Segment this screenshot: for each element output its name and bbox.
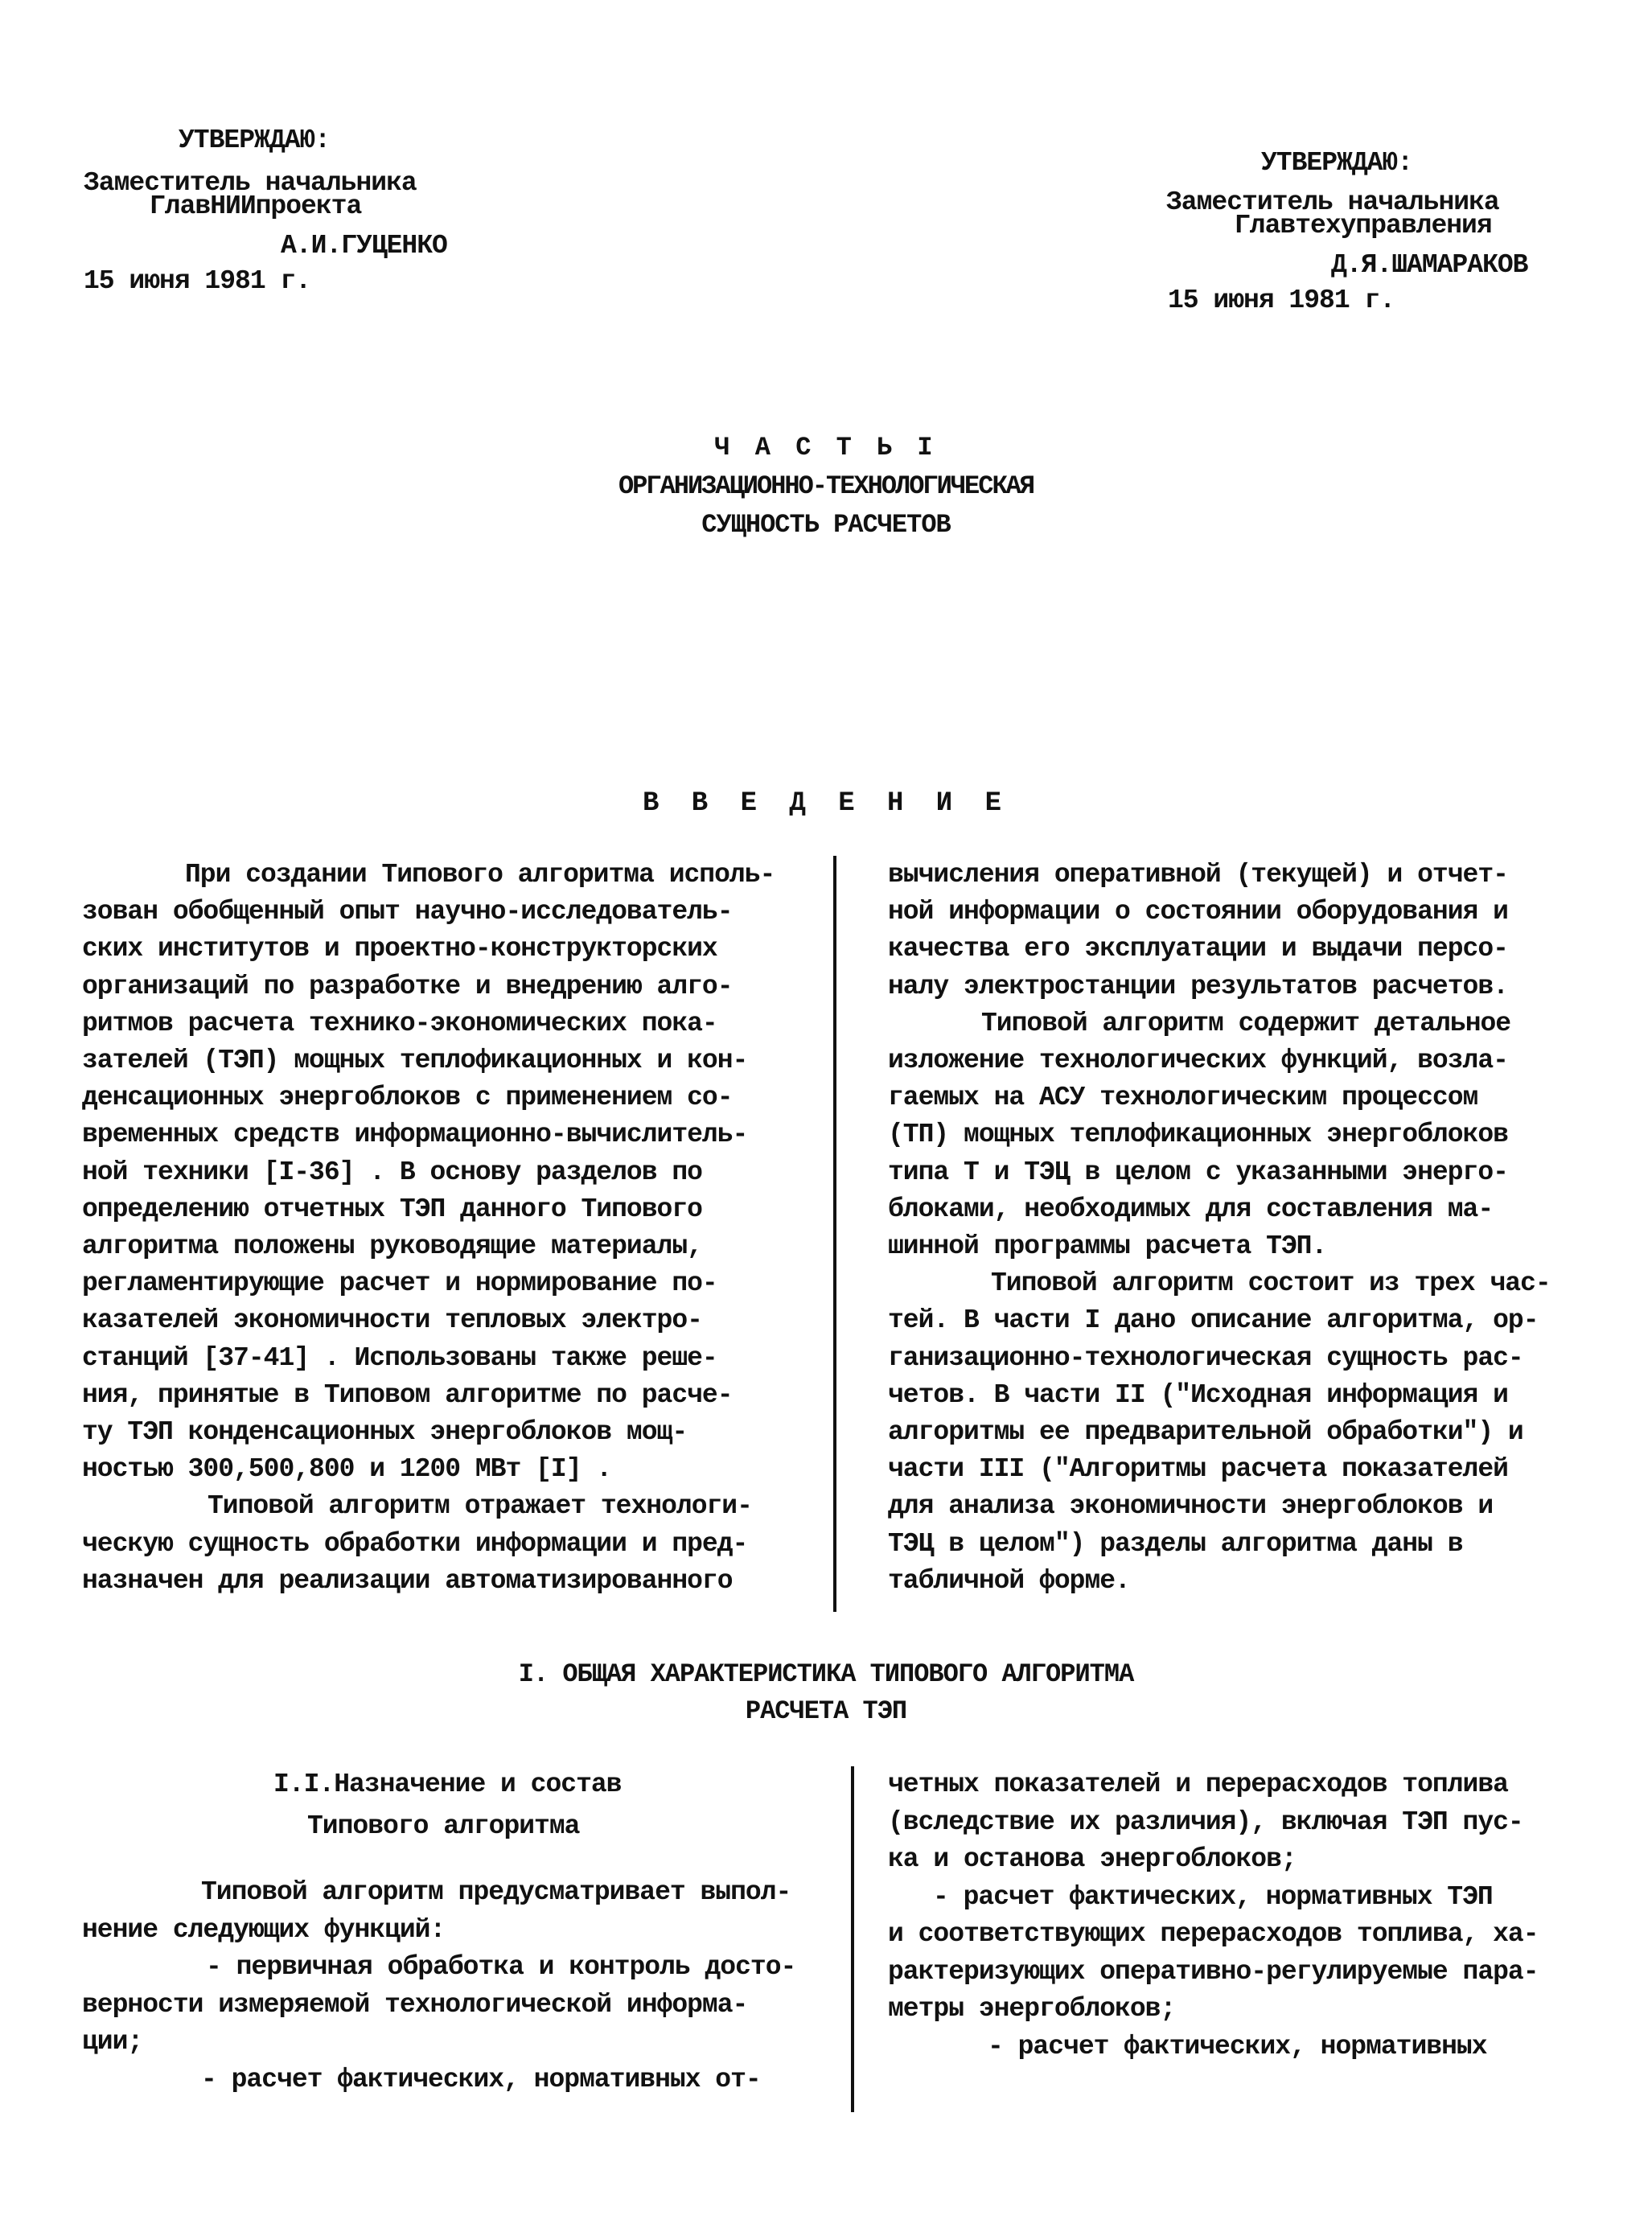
- subsection-heading-line1: I.I.Назначение и состав: [273, 1770, 622, 1799]
- text-line: четов. В части II ("Исходная информация и: [888, 1379, 1508, 1410]
- text-line: Типовой алгоритм состоит из трех час-: [991, 1268, 1551, 1299]
- text-line: изложение технологических функций, возла-: [888, 1046, 1508, 1075]
- part-title: Ч А С Т Ь I: [714, 433, 938, 462]
- section-heading-line2: РАСЧЕТА ТЭП: [745, 1696, 907, 1726]
- text-line: станций [37-41] . Использованы также реше-: [82, 1342, 717, 1373]
- text-line: зован обобщенный опыт научно-исследователь-: [82, 897, 733, 927]
- text-line: метры энергоблоков;: [888, 1994, 1176, 2024]
- text-line: ной информации о состоянии оборудования и: [888, 897, 1508, 927]
- text-line: алгоритмы ее предварительной обработки") и: [888, 1417, 1523, 1447]
- column-divider: [833, 856, 836, 1612]
- text-line: ских институтов и проектно-конструкторских: [82, 934, 717, 964]
- text-line: ния, принятые в Типовом алгоритме по расче-: [82, 1379, 733, 1410]
- text-line: (вследствие их различия), включая ТЭП пус-: [888, 1807, 1523, 1837]
- text-line: ностью 300,500,800 и 1200 МВт [I] .: [82, 1454, 612, 1485]
- text-line: При создании Типового алгоритма исполь-: [185, 860, 775, 890]
- text-line: блоками, необходимых для составления ма-: [888, 1194, 1494, 1224]
- text-line: ту ТЭП конденсационных энергоблоков мощ-: [82, 1417, 688, 1447]
- text-line: зателей (ТЭП) мощных теплофикационных и кон-: [82, 1046, 748, 1075]
- approval-label: УТВЕРЖДАЮ:: [1261, 148, 1413, 178]
- text-line: ганизационно-технологическая сущность рас-: [888, 1342, 1523, 1373]
- text-line: временных средств информационно-вычислитель-: [82, 1120, 748, 1150]
- approval-label: УТВЕРЖДАЮ:: [179, 125, 331, 155]
- text-line: типа Т и ТЭЦ в целом с указанными энерго-: [888, 1157, 1508, 1187]
- text-line: части III ("Алгоритмы расчета показателей: [888, 1454, 1508, 1485]
- text-line: нение следующих функций:: [82, 1914, 446, 1945]
- text-line: определению отчетных ТЭП данного Типового: [82, 1194, 702, 1224]
- text-line: регламентирующие расчет и нормирование по-: [82, 1268, 717, 1299]
- text-line: - первичная обработка и контроль досто-: [206, 1952, 796, 1982]
- text-line: табличной форме.: [888, 1565, 1130, 1596]
- text-line: ТЭЦ в целом") разделы алгоритма даны в: [888, 1528, 1463, 1559]
- approval-organization: ГлавНИИпроекта: [150, 191, 362, 221]
- text-line: - расчет фактических, нормативных ТЭП: [933, 1881, 1493, 1912]
- text-line: шинной программы расчета ТЭП.: [888, 1231, 1327, 1261]
- text-line: для анализа экономичности энергоблоков и: [888, 1491, 1494, 1522]
- text-line: - расчет фактических, нормативных от-: [201, 2064, 761, 2094]
- text-line: и соответствующих перерасходов топлива, ха-: [888, 1919, 1539, 1949]
- text-line: четных показателей и перерасходов топлива: [888, 1770, 1508, 1799]
- part-subtitle-line1: ОРГАНИЗАЦИОННО-ТЕХНОЛОГИЧЕСКАЯ: [618, 471, 1034, 501]
- text-line: назначен для реализации автоматизированного: [82, 1565, 733, 1596]
- text-line: тей. В части I дано описание алгоритма, ор-: [888, 1305, 1539, 1336]
- text-line: - расчет фактических, нормативных: [988, 2031, 1487, 2061]
- approval-position: Заместитель начальника: [1166, 187, 1499, 217]
- subsection-heading-line2: Типового алгоритма: [307, 1811, 580, 1841]
- approval-signer: Д.Я.ШАМАРАКОВ: [1331, 250, 1528, 280]
- approval-position: Заместитель начальника: [84, 168, 417, 198]
- text-line: алгоритма положены руководящие материалы,: [82, 1231, 702, 1261]
- text-line: верности измеряемой технологической информа-: [82, 1989, 748, 2020]
- text-line: вычисления оперативной (текущей) и отчет-: [888, 860, 1508, 890]
- text-line: гаемых на АСУ технологическим процессом: [888, 1083, 1478, 1113]
- text-line: ции;: [82, 2027, 143, 2057]
- text-line: организаций по разработке и внедрению алго-: [82, 971, 733, 1001]
- text-line: ной техники [I-36] . В основу разделов по: [82, 1157, 702, 1187]
- text-line: ритмов расчета технико-экономических пока-: [82, 1008, 717, 1038]
- text-line: ческую сущность обработки информации и пред-: [82, 1528, 748, 1559]
- introduction-heading: В В Е Д Е Н И Е: [642, 788, 1010, 819]
- part-subtitle-line2: СУЩНОСТЬ РАСЧЕТОВ: [701, 510, 951, 540]
- section-heading-line1: I. ОБЩАЯ ХАРАКТЕРИСТИКА ТИПОВОГО АЛГОРИТМА: [518, 1659, 1134, 1689]
- text-line: (ТП) мощных теплофикационных энергоблоков: [888, 1120, 1508, 1150]
- approval-signer: А.И.ГУЦЕНКО: [281, 231, 447, 261]
- text-line: Типовой алгоритм содержит детальное: [981, 1008, 1511, 1038]
- approval-date: 15 июня 1981 г.: [1168, 286, 1395, 315]
- text-line: качества его эксплуатации и выдачи персо-: [888, 934, 1508, 964]
- text-line: налу электростанции результатов расчетов.: [888, 971, 1508, 1001]
- text-line: Типовой алгоритм предусматривает выпол-: [201, 1877, 791, 1907]
- column-divider: [851, 1766, 854, 2112]
- approval-date: 15 июня 1981 г.: [84, 266, 311, 296]
- text-line: казателей экономичности тепловых электро-: [82, 1305, 702, 1336]
- approval-organization: Главтехуправления: [1235, 211, 1492, 240]
- text-line: ка и останова энергоблоков;: [888, 1844, 1297, 1874]
- text-line: рактеризующих оперативно-регулируемые пара-: [888, 1956, 1539, 1987]
- text-line: денсационных энергоблоков с применением со-: [82, 1083, 733, 1113]
- text-line: Типовой алгоритм отражает технологи-: [208, 1491, 752, 1522]
